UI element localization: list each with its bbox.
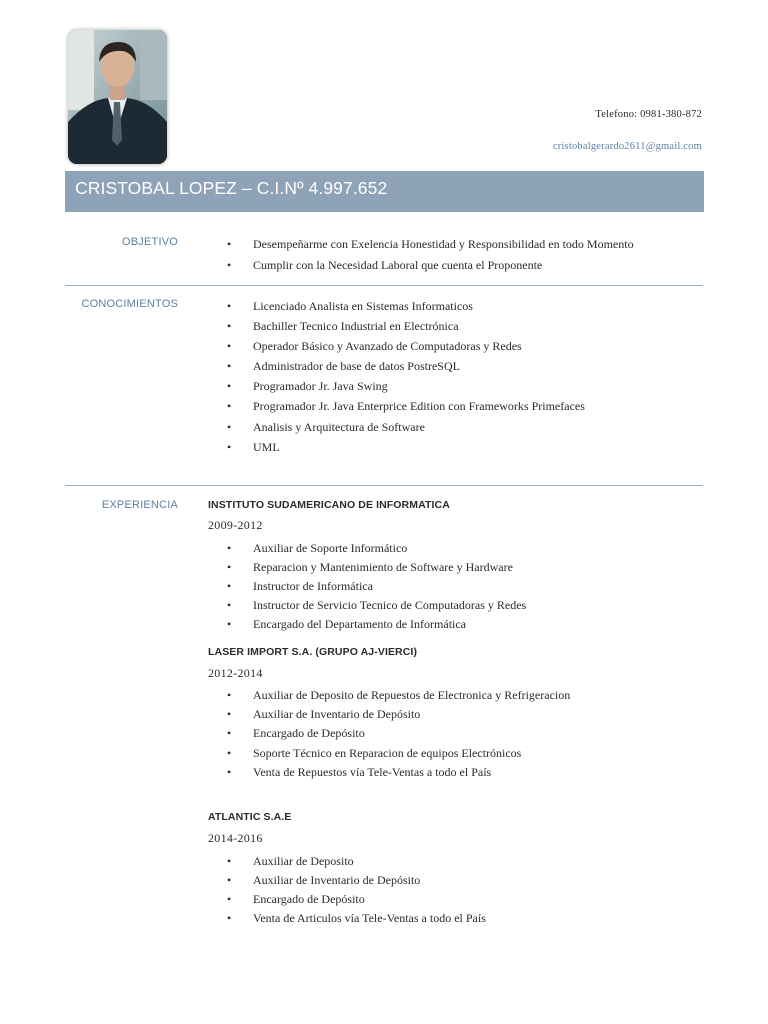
- section-label-objetivo: OBJETIVO: [122, 236, 178, 248]
- list-item: • Encargado del Departamento de Informática: [227, 615, 526, 634]
- objetivo-list: [227, 234, 634, 275]
- list-item: • Administrador de base de datos PostreSQL: [227, 356, 585, 376]
- job-company: ATLANTIC S.A.E: [208, 811, 292, 823]
- list-item: • Auxiliar de Inventario de Depósito: [227, 871, 486, 890]
- list-item: • Auxiliar de Soporte Informático: [227, 539, 526, 558]
- list-item: • Instructor de Servicio Tecnico de Computadoras y Redes: [227, 596, 526, 615]
- list-item: • Auxiliar de Deposito de Repuestos de Electronica y Refrigeracion: [227, 686, 570, 705]
- list-item: • Analisis y Arquitectura de Software: [227, 417, 585, 437]
- list-item: • Encargado de Depósito: [227, 890, 486, 909]
- list-item: • Desempeñarme con Exelencia Honestidad y Responsibilidad en todo Momento: [227, 234, 634, 255]
- section-label-conocimientos: CONOCIMIENTOS: [81, 298, 178, 310]
- list-item: • Auxiliar de Deposito: [227, 852, 486, 871]
- profile-photo: [68, 30, 167, 164]
- list-item: • Licenciado Analista en Sistemas Informaticos: [227, 296, 585, 316]
- job-duties-list: [227, 686, 570, 782]
- list-item: • Bachiller Tecnico Industrial en Electrónica: [227, 316, 585, 336]
- email-address[interactable]: cristobalgerardo2611@gmail.com: [552, 141, 702, 152]
- list-item: • Venta de Articulos vía Tele-Ventas a todo el País: [227, 909, 486, 928]
- section-divider: [65, 485, 703, 486]
- job-years: 2009-2012: [208, 518, 263, 532]
- section-label-experiencia: EXPERIENCIA: [101, 499, 178, 511]
- list-item: • UML: [227, 437, 585, 457]
- list-item: • Encargado de Depósito: [227, 724, 570, 743]
- job-years: 2014-2016: [208, 831, 263, 845]
- job-duties-list: [227, 539, 526, 634]
- name-banner: [65, 171, 704, 212]
- job-company: INSTITUTO SUDAMERICANO DE INFORMATICA: [208, 499, 450, 511]
- conocimientos-list: [227, 296, 585, 457]
- list-item: • Venta de Repuestos vía Tele-Ventas a todo el País: [227, 763, 570, 782]
- list-item: • Cumplir con la Necesidad Laboral que cuenta el Proponente: [227, 255, 634, 276]
- list-item: • Programador Jr. Java Enterprice Edition con Frameworks Primefaces: [227, 396, 585, 416]
- list-item: • Instructor de Informática: [227, 577, 526, 596]
- job-company: LASER IMPORT S.A. (GRUPO AJ-VIERCI): [208, 646, 418, 658]
- job-duties-list: [227, 852, 486, 928]
- list-item: • Soporte Técnico en Reparacion de equipos Electrónicos: [227, 744, 570, 763]
- list-item: • Auxiliar de Inventario de Depósito: [227, 705, 570, 724]
- list-item: • Programador Jr. Java Swing: [227, 376, 585, 396]
- list-item: • Operador Básico y Avanzado de Computadoras y Redes: [227, 336, 585, 356]
- section-divider: [65, 285, 703, 286]
- phone-number: Telefono: 0981-380-872: [595, 109, 702, 120]
- list-item: • Reparacion y Mantenimiento de Software y Hardware: [227, 558, 526, 577]
- page-title: CRISTOBAL LOPEZ – C.I.Nº 4.997.652: [75, 178, 388, 198]
- job-years: 2012-2014: [208, 666, 263, 680]
